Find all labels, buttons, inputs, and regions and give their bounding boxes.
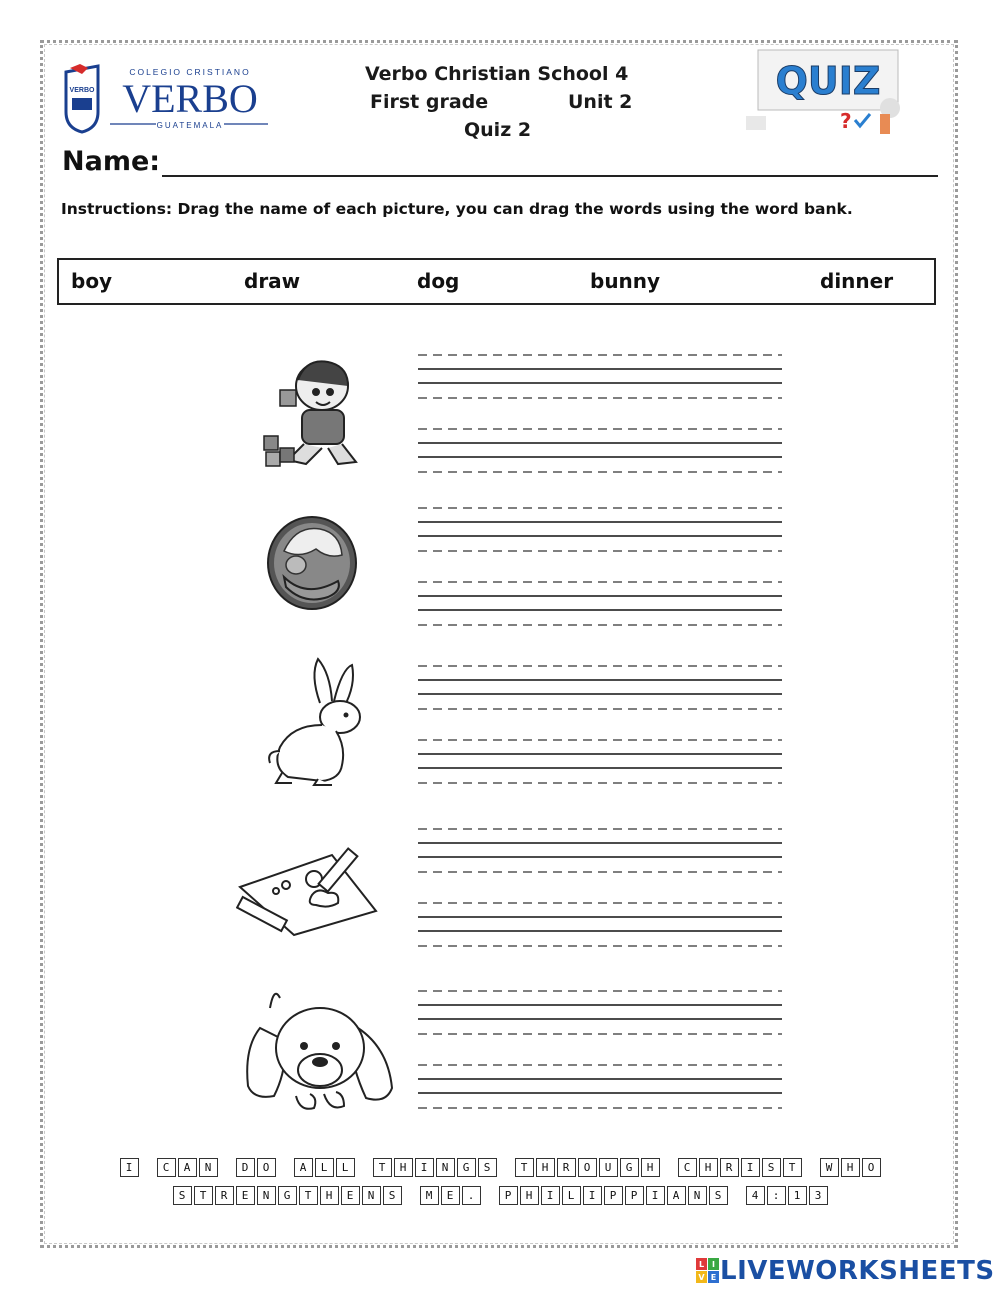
instructions-text: Instructions: Drag the name of each picture, you can drag the words using the word bank. <box>61 200 853 218</box>
quiz-label: Quiz 2 <box>464 119 532 141</box>
word-bank <box>57 258 936 305</box>
answer-lines-1[interactable] <box>418 352 784 477</box>
verse-letter-group <box>745 1187 829 1204</box>
verse-letter-tile: G <box>278 1186 297 1205</box>
verse-letter-tile: C <box>678 1158 697 1177</box>
answer-lines-5[interactable] <box>418 988 784 1113</box>
question-mark-icon: ? <box>840 109 852 133</box>
verse-letter-group <box>419 1187 482 1204</box>
answer-lines-4[interactable] <box>418 826 784 951</box>
word-bank-item-bunny[interactable]: bunny <box>590 269 661 293</box>
verse-letter-tile: . <box>462 1186 481 1205</box>
name-label: Name: <box>62 146 161 177</box>
verse-letter-tile: S <box>709 1186 728 1205</box>
verse-letter-tile: O <box>257 1158 276 1177</box>
word-bank-item-dog[interactable]: dog <box>417 269 460 293</box>
logo-top-text: COLEGIO CRISTIANO <box>129 67 251 77</box>
svg-text:L: L <box>698 1260 705 1269</box>
name-input-line[interactable] <box>162 175 938 177</box>
verse-letter-tile: P <box>604 1186 623 1205</box>
verse-letter-tile: P <box>625 1186 644 1205</box>
verse-letter-tile: S <box>173 1186 192 1205</box>
verse-letter-group <box>514 1159 661 1176</box>
school-logo <box>62 62 272 134</box>
verse-letter-tile: I <box>741 1158 760 1177</box>
verse-letter-tile: S <box>383 1186 402 1205</box>
verse-letter-tile: N <box>199 1158 218 1177</box>
verse-letter-tile: 1 <box>788 1186 807 1205</box>
verse-letter-tile: I <box>541 1186 560 1205</box>
verse-letter-tile: N <box>436 1158 455 1177</box>
verse-letter-tile: : <box>767 1186 786 1205</box>
checkmark-icon <box>855 114 870 126</box>
verse-letter-tile: T <box>194 1186 213 1205</box>
verse-letter-tile: T <box>515 1158 534 1177</box>
verse-letter-tile: D <box>236 1158 255 1177</box>
verse-letter-tile: L <box>562 1186 581 1205</box>
grade-label: First grade <box>370 91 489 113</box>
word-bank-item-boy[interactable]: boy <box>71 269 113 293</box>
verse-letter-tile: R <box>215 1186 234 1205</box>
verse-letter-tile: L <box>315 1158 334 1177</box>
verse-letter-group <box>677 1159 803 1176</box>
quiz-badge-text: QUIZ <box>775 59 881 103</box>
verse-letter-group <box>156 1159 219 1176</box>
verse-letter-tile: G <box>457 1158 476 1177</box>
logo-bottom-text: GUATEMALA <box>156 121 224 130</box>
verse-letter-tile: T <box>299 1186 318 1205</box>
verse-letter-group <box>498 1187 729 1204</box>
verse-letter-tile: G <box>620 1158 639 1177</box>
verse-letter-group <box>235 1159 277 1176</box>
verse-letter-tile: N <box>688 1186 707 1205</box>
verse-letter-tile: E <box>441 1186 460 1205</box>
verse-letter-tile: T <box>373 1158 392 1177</box>
verse-letter-tile: H <box>536 1158 555 1177</box>
verse-letter-tile: O <box>578 1158 597 1177</box>
verse-letter-tile: I <box>415 1158 434 1177</box>
verse-letter-tile: E <box>341 1186 360 1205</box>
verse-letter-tile: W <box>820 1158 839 1177</box>
logo-badge-text: VERBO <box>69 87 95 94</box>
answer-lines-3[interactable] <box>418 663 784 788</box>
verse-letter-tile: I <box>120 1158 139 1177</box>
svg-text:E: E <box>710 1273 717 1282</box>
verse-letter-tile: R <box>557 1158 576 1177</box>
verse-line-2 <box>0 1186 1000 1205</box>
dinner-plate-picture <box>266 515 358 611</box>
bunny-picture <box>262 655 372 790</box>
verse-line-1 <box>0 1158 1000 1177</box>
verse-letter-group <box>293 1159 356 1176</box>
verse-letter-tile: N <box>257 1186 276 1205</box>
dog-picture <box>240 988 398 1116</box>
verse-letter-tile: O <box>862 1158 881 1177</box>
boy-picture <box>258 352 370 472</box>
answer-lines-2[interactable] <box>418 505 784 630</box>
verse-letter-tile: I <box>583 1186 602 1205</box>
verse-letter-tile: M <box>420 1186 439 1205</box>
logo-main-text: VERBO <box>122 76 258 121</box>
verse-letter-tile: 3 <box>809 1186 828 1205</box>
verse-letter-tile: N <box>362 1186 381 1205</box>
verse-letter-tile: R <box>720 1158 739 1177</box>
verse-letter-tile: 4 <box>746 1186 765 1205</box>
verse-letter-tile: L <box>336 1158 355 1177</box>
verse-letter-tile: H <box>641 1158 660 1177</box>
liveworksheets-text: LIVEWORKSHEETS <box>720 1256 995 1286</box>
verse-letter-tile: H <box>699 1158 718 1177</box>
verse-letter-tile: H <box>394 1158 413 1177</box>
verse-letter-tile: S <box>478 1158 497 1177</box>
verse-letter-tile: C <box>157 1158 176 1177</box>
verse-letter-tile: I <box>646 1186 665 1205</box>
verse-letter-group <box>819 1159 882 1176</box>
verse-letter-group <box>119 1159 140 1176</box>
liveworksheets-logo-icon <box>696 1258 720 1284</box>
verse-letter-tile: H <box>520 1186 539 1205</box>
school-title: Verbo Christian School 4 <box>365 63 629 85</box>
verse-letter-tile: H <box>320 1186 339 1205</box>
word-bank-item-dinner[interactable]: dinner <box>820 269 894 293</box>
verse-letter-group <box>372 1159 498 1176</box>
word-bank-item-draw[interactable]: draw <box>244 269 301 293</box>
verse-letter-tile: E <box>236 1186 255 1205</box>
verse-letter-tile: A <box>294 1158 313 1177</box>
verse-letter-tile: A <box>667 1186 686 1205</box>
verse-letter-tile: P <box>499 1186 518 1205</box>
verse-letter-tile: A <box>178 1158 197 1177</box>
verse-letter-tile: S <box>762 1158 781 1177</box>
svg-text:V: V <box>698 1273 705 1282</box>
verse-letter-tile: T <box>783 1158 802 1177</box>
verse-letter-group <box>172 1187 403 1204</box>
verse-letter-tile: U <box>599 1158 618 1177</box>
svg-text:I: I <box>712 1260 715 1269</box>
drawing-picture <box>236 845 386 940</box>
liveworksheets-brand <box>696 1254 995 1288</box>
quiz-badge-illustration <box>740 48 920 136</box>
unit-label: Unit 2 <box>568 91 633 113</box>
verse-letter-tile: H <box>841 1158 860 1177</box>
